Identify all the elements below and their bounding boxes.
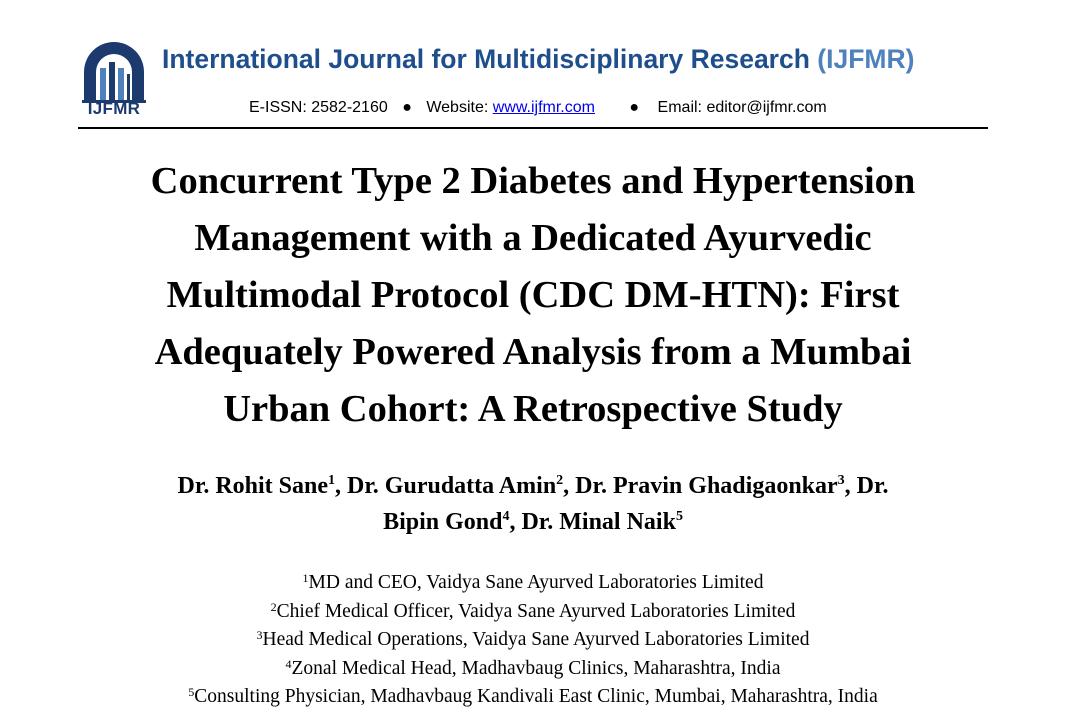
author-name: Dr. Pravin Ghadigaonkar [575,473,838,499]
affiliation-list [60,569,1006,712]
title-line: Concurrent Type 2 Diabetes and Hypertension [150,160,916,202]
author-name: Bipin Gond [383,509,503,535]
author-name: Dr. Gurudatta Amin [347,473,557,499]
affiliation-number: 1 [302,571,309,585]
author-separator: , [563,473,576,499]
journal-name: International Journal for Multidisciplinary Research [162,44,810,74]
title-line: Management with a Dedicated Ayurvedic [194,217,872,259]
affiliation-text: Chief Medical Officer, Vaidya Sane Ayurved Laboratories Limited [276,600,796,622]
title-line: Multimodal Protocol (CDC DM-HTN): First [166,274,900,316]
journal-info-line [249,99,827,117]
affiliation-text: Head Medical Operations, Vaidya Sane Ayurved Laboratories Limited [262,629,810,650]
affiliation-text: Consulting Physician, Madhavbaug Kandivali East Clinic, Mumbai, Maharashtra, India [194,686,878,707]
affiliation-text: Zonal Medical Head, Madhavbaug Clinics, Maharashtra, India [291,657,781,679]
author-affiliation-number: 3 [837,473,845,488]
author-separator: , [509,509,522,535]
paper-title [60,153,1006,438]
author-affiliation-number: 5 [675,509,683,524]
affiliation-item [60,569,1006,598]
journal-abbreviation: (IJFMR) [817,44,915,74]
affiliation-item [60,598,1006,627]
affiliation-number: 4 [285,656,292,671]
author-separator: , Dr. [844,473,889,499]
author-separator: , [335,473,348,499]
title-line: Urban Cohort: A Retrospective Study [223,388,843,430]
author-line [60,468,1006,504]
email: Email: editor@ijfmr.com [657,99,827,116]
affiliation-item [60,626,1006,655]
affiliation-item [60,655,1006,684]
affiliation-number: 3 [256,628,263,642]
author-name: Dr. Minal Naik [521,509,676,535]
bullet-separator: ● [629,99,640,116]
title-line: Adequately Powered Analysis from a Mumbai [154,331,912,373]
author-affiliation-number: 2 [556,473,564,488]
author-affiliation-number: 1 [328,473,336,488]
eissn: E-ISSN: 2582-2160 [249,99,388,116]
affiliation-text: MD and CEO, Vaidya Sane Ayurved Laboratories Limited [308,572,764,593]
logo-text: IJFMR [87,99,141,118]
bullet-separator: ● [402,99,412,116]
author-line [60,504,1006,540]
affiliation-number: 2 [270,599,277,614]
affiliation-item [60,683,1006,712]
header-divider [78,127,988,129]
website-link[interactable]: www.ijfmr.com [492,99,595,116]
journal-header [0,0,1066,135]
journal-title [162,44,914,75]
author-affiliation-number: 4 [502,509,510,524]
author-list [60,468,1006,540]
affiliation-number: 5 [188,685,195,699]
website-label: Website: [426,99,489,116]
author-name: Dr. Rohit Sane [177,473,329,499]
